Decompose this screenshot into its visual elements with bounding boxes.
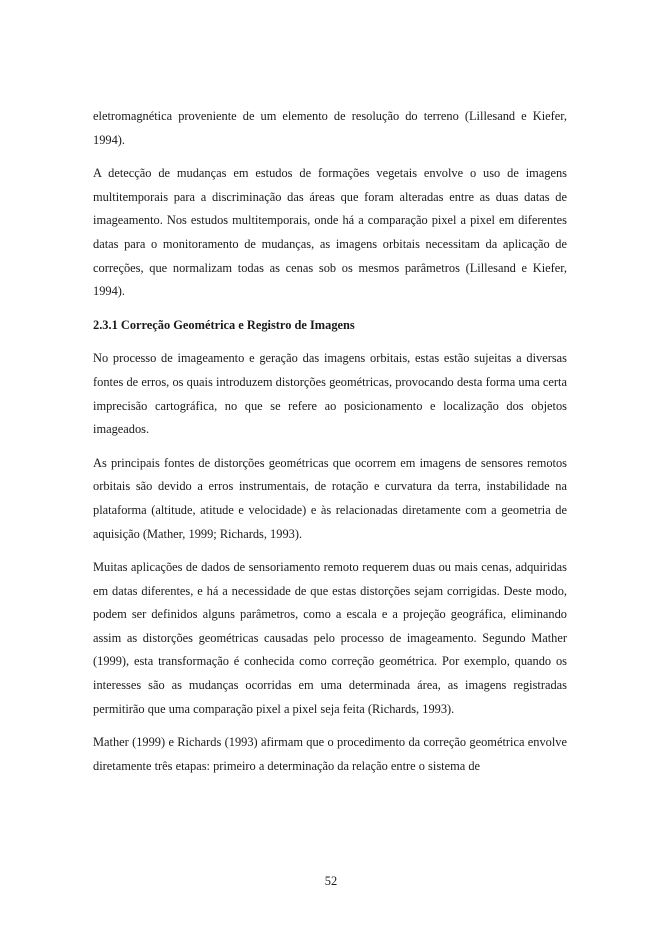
paragraph-distortion-sources: As principais fontes de distorções geométricas que ocorrem em imagens de sensores remotos orbitais são devido a erros instrumentais, de rotação e curvatura da terra, instabilidade na plataforma (altitude, atitude e velocidade) e às relacionadas diretamente com a geometria de aquisição (Mather, 1999; Richards, 1993). bbox=[93, 455, 567, 541]
paragraph-continuation: eletromagnética proveniente de um elemento de resolução do terreno (Lillesand e Kiefer, 1994). bbox=[93, 109, 567, 147]
paragraph-change-detection: A detecção de mudanças em estudos de formações vegetais envolve o uso de imagens multitemporais para a discriminação das áreas que foram alteradas entre as duas datas de imageamento. Nos estudos multitemporais, onde há a comparação pixel a pixel em diferentes datas para o monitoramento de mudanças, as imagens orbitais necessitam da aplicação de correções, que normalizam todas as cenas sob os mesmos parâmetros (Lillesand e Kiefer, 1994). bbox=[93, 166, 567, 299]
paragraph-imaging-process: No processo de imageamento e geração das imagens orbitais, estas estão sujeitas a diversas fontes de erros, os quais introduzem distorções geométricas, provocando desta forma uma certa imprecisão cartográfica, no que se refere ao posicionamento e localização dos objetos imageados. bbox=[93, 351, 567, 437]
body-text bbox=[93, 105, 567, 788]
section-heading: 2.3.1 Correção Geométrica e Registro de Imagens bbox=[93, 317, 355, 332]
paragraph-applications: Muitas aplicações de dados de sensoriamento remoto requerem duas ou mais cenas, adquiridas em datas diferentes, e há a necessidade de que estas distorções sejam corrigidas. Deste modo, podem ser definidos alguns parâmetros, como a escala e a projeção geográfica, eliminando assim as distorções geométricas causadas pelo processo de imageamento. Segundo Mather (1999), esta transformação é conhecida como correção geométrica. Por exemplo, quando os interesses são as mudanças ocorridas em uma determinada área, as imagens registradas permitirão que uma comparação pixel a pixel seja feita (Richards, 1993). bbox=[93, 560, 567, 716]
paragraph-correction-steps: Mather (1999) e Richards (1993) afirmam que o procedimento da correção geométrica envolve diretamente três etapas: primeiro a determinação da relação entre o sistema de bbox=[93, 735, 567, 773]
page-number: 52 bbox=[324, 874, 338, 888]
